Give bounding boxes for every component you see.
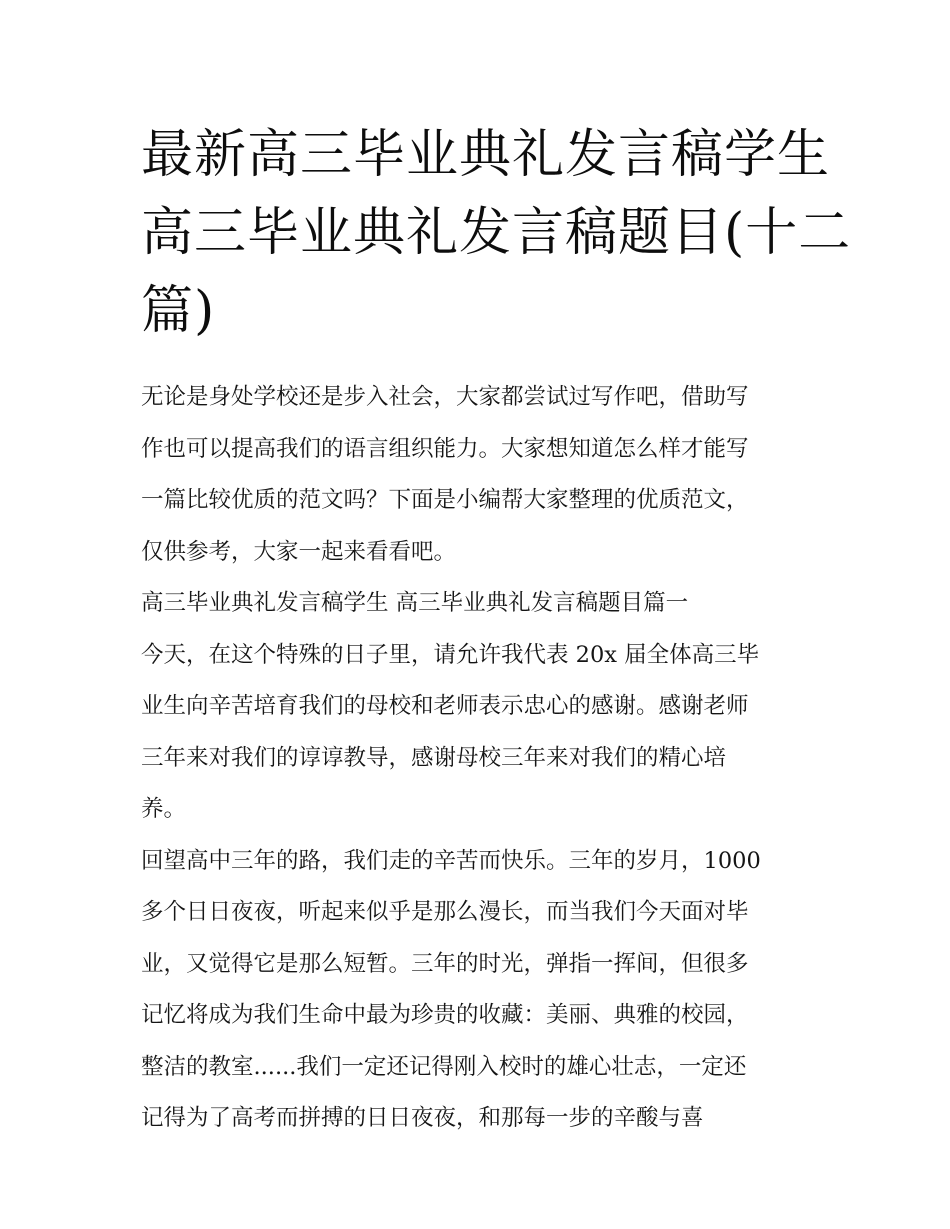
speech-paragraph-2 [141, 836, 813, 1145]
text-line: 无论是身处学校还是步入社会，大家都尝试过写作吧，借助写 [141, 384, 749, 410]
text-line: 一篇比较优质的范文吗？下面是小编帮大家整理的优质范文， [141, 487, 749, 513]
document-body [141, 116, 852, 1145]
text-line: 三年来对我们的谆谆教导，感谢母校三年来对我们的精心培 [141, 744, 727, 771]
text-line: 业，又觉得它是那么短暂。三年的时光，弹指一挥间，但很多 [141, 950, 749, 977]
text-line: 养。 [141, 796, 187, 822]
speech-paragraph-1 [141, 630, 813, 836]
intro-paragraph [141, 372, 813, 578]
title-line: 篇) [141, 281, 216, 341]
title-line: 高三毕业典礼发言稿题目(十二 [141, 203, 852, 263]
section-heading [141, 578, 813, 630]
text-line: 业生向辛苦培育我们的母校和老师表示忠心的感谢。感谢老师 [141, 693, 749, 719]
text-line: 仅供参考，大家一起来看看吧。 [141, 538, 457, 565]
text-line: 今天，在这个特殊的日子里，请允许我代表 20x 届全体高三毕 [141, 641, 760, 668]
text-line: 整洁的教室......我们一定还记得刚入校时的雄心壮志，一定还 [141, 1053, 747, 1080]
document-title [141, 116, 852, 350]
text-line: 记忆将成为我们生命中最为珍贵的收藏：美丽、典雅的校园， [141, 1002, 749, 1028]
text-line: 高三毕业典礼发言稿学生 高三毕业典礼发言稿题目篇一 [141, 590, 689, 616]
text-line: 作也可以提高我们的语言组织能力。大家想知道怎么样才能写 [141, 435, 749, 462]
title-line: 最新高三毕业典礼发言稿学生 [141, 125, 831, 185]
text-line: 多个日日夜夜，听起来似乎是那么漫长，而当我们今天面对毕 [141, 899, 749, 925]
text-line: 记得为了高考而拼搏的日日夜夜，和那每一步的辛酸与喜 [141, 1105, 704, 1131]
text-line: 回望高中三年的路，我们走的辛苦而快乐。三年的岁月，1000 [141, 847, 761, 874]
